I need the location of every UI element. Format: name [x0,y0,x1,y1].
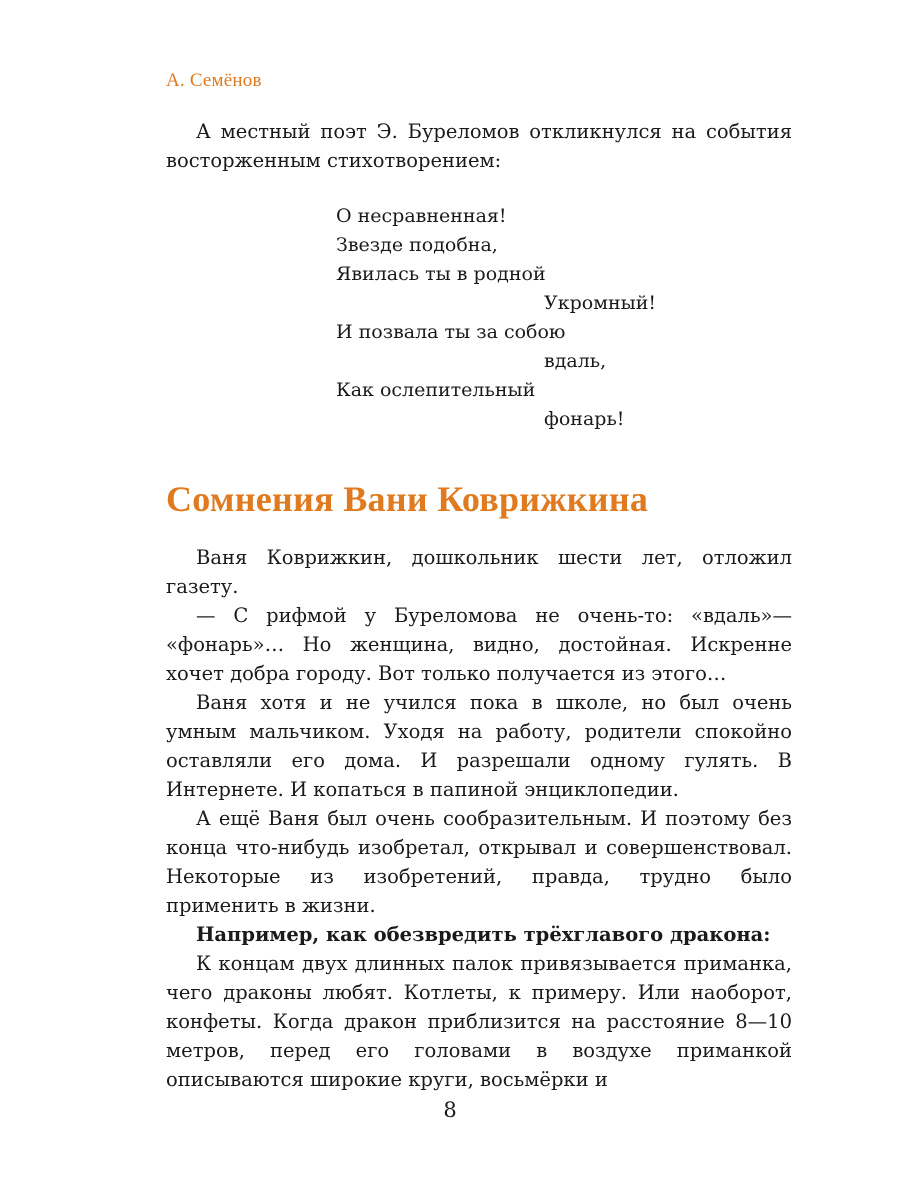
poem-line: Укромный! [544,292,657,314]
poem-line: Звезде подобна, [336,234,498,256]
body-paragraph: К концам двух длинных палок привязывается приманка, чего драконы любят. Котлеты, к примеру. Или наоборот, конфеты. Когда дракон приблизится на расстояние 8—10 метров, перед его головами в воздухе приманкой описываются широкие круги, восьмёрки и [166,952,792,1091]
poem-line: фонарь! [544,408,625,430]
poem-line: О несравненная! [336,205,507,227]
poem-line: вдаль, [544,350,607,372]
running-head-author: А. Семёнов [166,70,262,91]
body-paragraph: — С рифмой у Буреломова не очень-то: «вдаль»— «фонарь»… Но женщина, видно, достойная. Искренне хочет добра городу. Вот только получается из этого… [166,604,792,685]
poem-line: И позвала ты за собою [336,321,566,343]
poem-line: Явилась ты в родной [336,263,546,285]
bold-subheading: Например, как обезвредить трёхглавого дракона: [196,923,771,946]
intro-text [166,117,792,175]
body-paragraph: Ваня хотя и не учился пока в школе, но был очень умным мальчиком. Уходя на работу, родители спокойно оставляли его дома. И разрешали одному гулять. В Интернете. И копаться в папиной энциклопедии. [166,691,792,801]
body-paragraph: А ещё Ваня был очень сообразительным. И поэтому без конца что-нибудь изобретал, открывал и совершенствовал. Некоторые из изобретений, правда, трудно было применить в жизни. [166,807,792,917]
poem-line: Как ослепительный [336,379,536,401]
chapter-body [166,543,792,1094]
chapter-title: Сомнения Вани Коврижкина [166,479,649,519]
body-paragraph: Ваня Коврижкин, дошкольник шести лет, отложил газету. [166,546,792,598]
page-number: 8 [443,1098,457,1122]
poem [336,202,657,434]
intro-paragraph: А местный поэт Э. Буреломов откликнулся на события восторженным стихотворением: [166,120,792,172]
